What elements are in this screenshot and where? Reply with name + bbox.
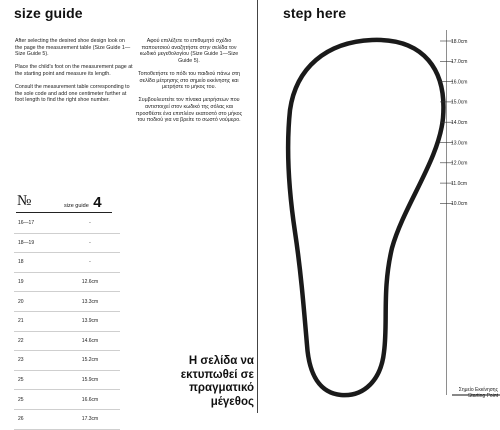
ruler-label: 15.0cm [451,99,468,106]
step-here-title: step here [283,5,347,21]
foot-outline [288,40,443,395]
size-guide-title: size guide [14,5,83,21]
size-cell: 25 [14,390,60,410]
instruction-el-2: Τοποθετήστε το πόδι του παιδιού πάνω στη σελίδα μέτρησης στο σημείο εκκίνησης και μετρήστε το μήκος του. [137,70,241,91]
length-cell: - [60,214,120,233]
length-cell: 15.9cm [60,370,120,390]
length-cell: 13.3cm [60,292,120,312]
instruction-en-3: Consult the measurement table corresponding to the sole code and add one centimeter further at foot length to find the right shoe number. [15,84,130,104]
length-cell: 15.2cm [60,351,120,371]
ruler-label: 11.0cm [451,180,468,187]
size-cell: 19 [14,272,60,292]
length-cell: 13.9cm [60,311,120,331]
ruler-label: 18.0cm [451,38,468,45]
size-cell: 25 [14,370,60,390]
ruler-label: 13.0cm [451,140,468,147]
instruction-el-3: Συμβουλευτείτε τον πίνακα μετρήσεων που αντιστοιχεί στον κωδικό της σόλας και προσθέστε ένα επιπλέον εκατοστό στο μήκος του ποδιού για να βρείτε το σωστό νούμερο. [135,97,243,124]
instruction-el-1: Αφού επιλέξετε το επιθυμητό σχέδιο παπουτσιού αναζητήστε στην σελίδα τον κωδικό μεγεθολογίου (Size Guide 1—Size Guide 5). [139,38,239,64]
ruler-label: 12.0cm [451,160,468,167]
size-cell: 21 [14,311,60,331]
length-cell: - [60,253,120,273]
ruler-label: 14.0cm [451,120,468,126]
length-cell: 16.6cm [60,390,120,410]
starting-point-label: Σημείο Εκκίνησης Starting Point [458,387,498,399]
size-cell: 18 [14,253,60,273]
print-actual-size-note: Η σελίδα να εκτυπωθεί σε πραγματικό μέγεθος [180,355,254,408]
table-header-no: № [17,193,32,209]
instruction-en-1: After selecting the desired shoe design look on the page the measurement table (Size Guide 1—Size Guide 5). [15,38,131,58]
size-cell: 22 [14,331,60,351]
size-guide-number: 4 [93,194,102,211]
ruler-label: 17.0cm [451,59,468,66]
size-cell: 23 [14,351,60,371]
ruler-label: 16.0cm [451,79,468,86]
size-cell: 18—19 [14,233,60,253]
length-cell: 17.3cm [60,409,120,429]
length-cell: 14.6cm [60,331,120,351]
size-cell: 20 [14,292,60,312]
size-cell: 16—17 [14,214,60,233]
table-header-size-guide: size guide 4 [64,194,102,211]
length-cell: 12.6cm [60,272,120,292]
instruction-en-2: Place the child's foot on the measurement page at the starting point and measure its length. [15,64,133,77]
ruler-label: 10.0cm [451,201,468,208]
size-cell: 26 [14,409,60,429]
length-cell: - [60,233,120,253]
